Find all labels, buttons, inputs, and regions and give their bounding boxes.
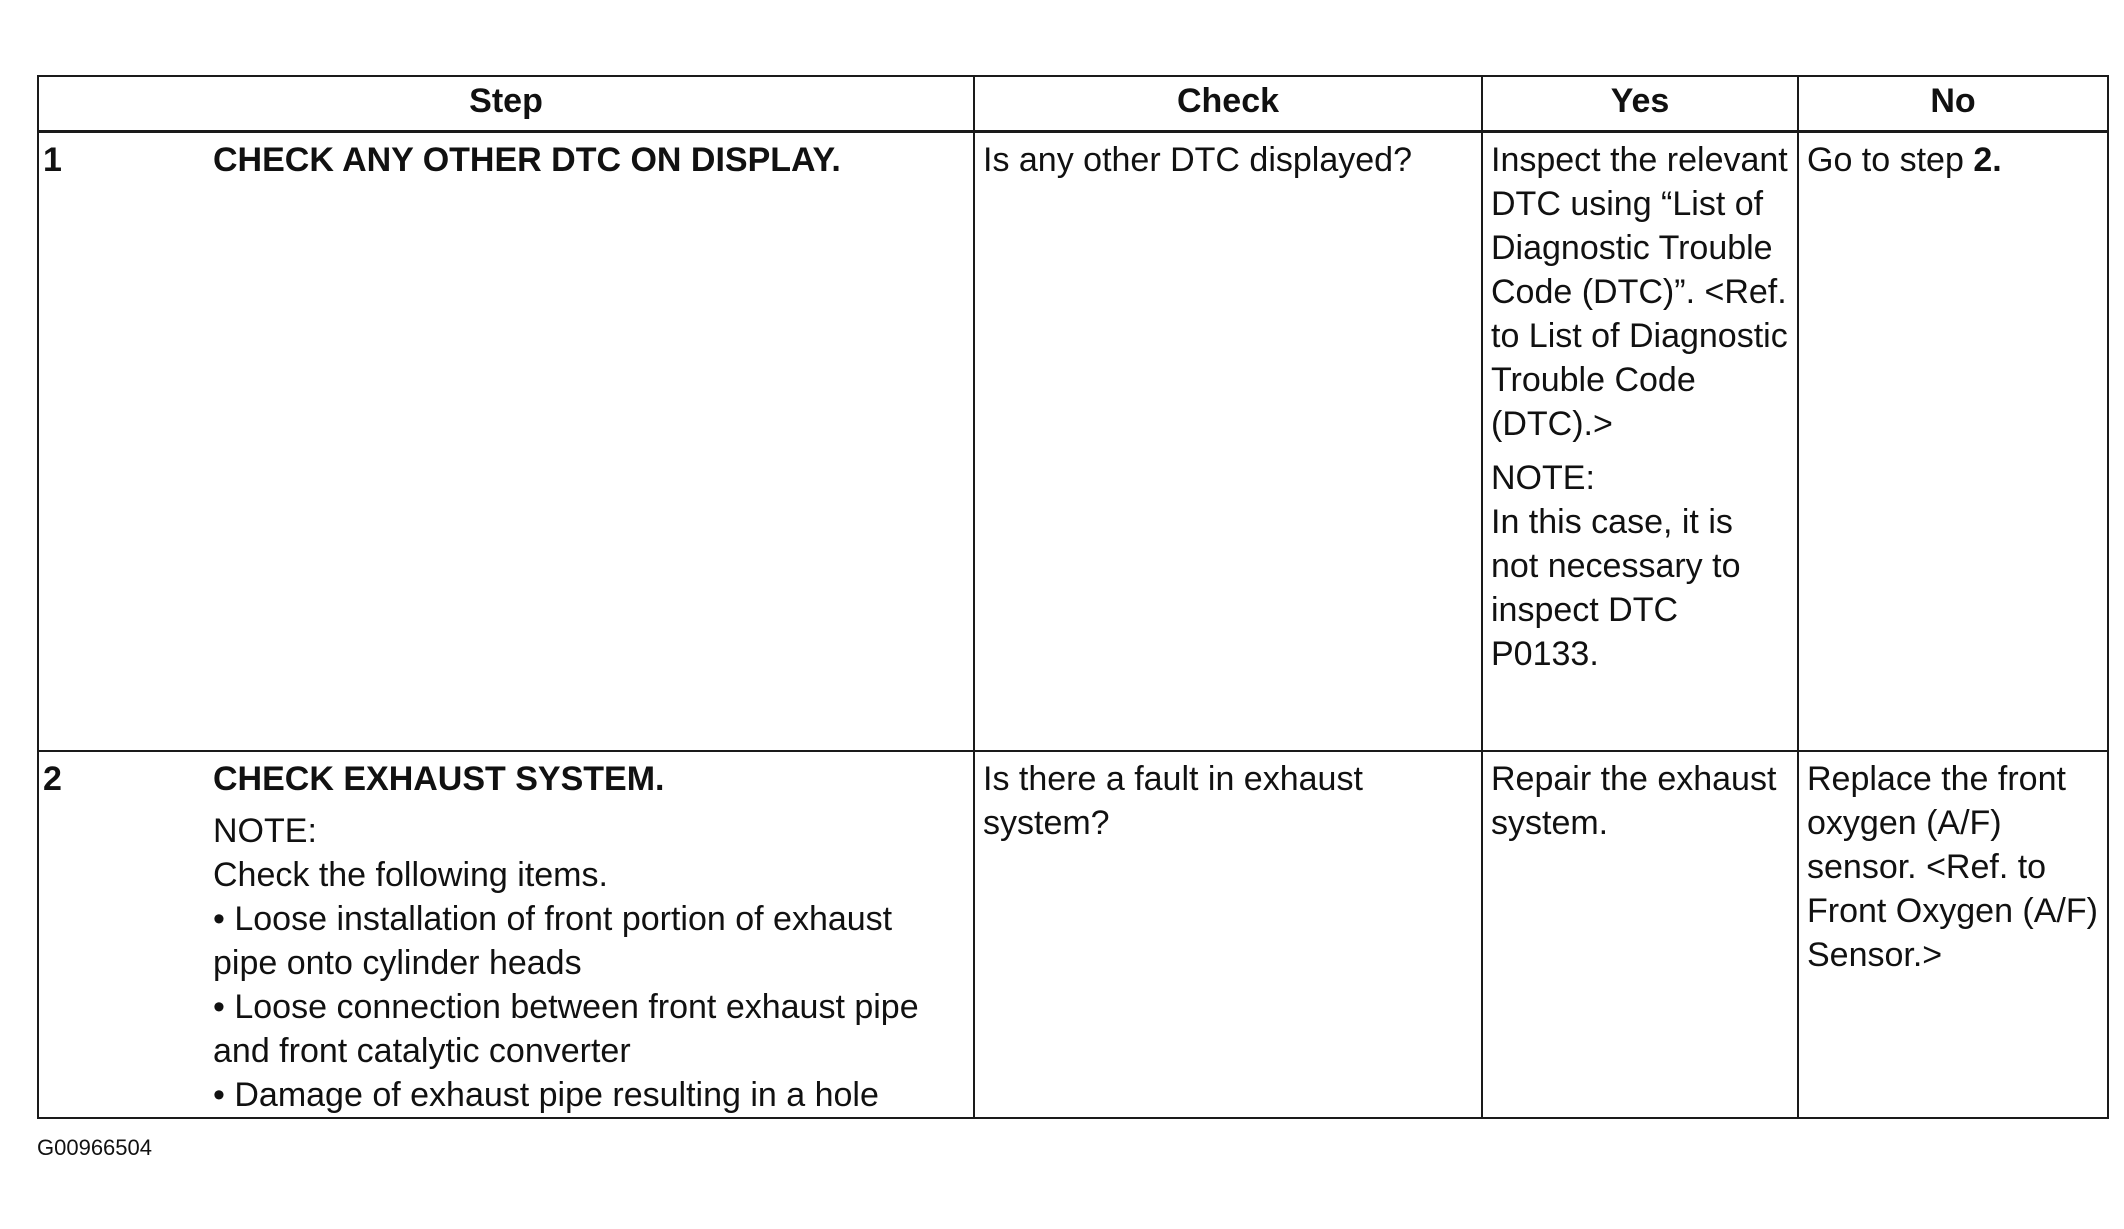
yes-cell <box>1482 751 1798 1118</box>
step-cell <box>38 751 974 1118</box>
no-prefix: Go to step <box>1807 141 1974 179</box>
yes-text: Inspect the relevant DTC using “List of Diagnostic Trouble Code (DTC)”. <Ref. to List of Diagnostic Trouble Code (DTC).> <box>1491 141 1788 443</box>
table-row <box>38 751 2108 1118</box>
step-number: 1 <box>43 141 62 179</box>
note-text: Check the following items. <box>213 855 608 894</box>
check-text: Is there a fault in exhaust system? <box>983 759 1363 842</box>
step-title: CHECK EXHAUST SYSTEM. <box>213 759 665 798</box>
step-cell <box>38 132 974 751</box>
list-item: • Loose installation of front portion of exhaust pipe onto cylinder heads <box>213 897 965 985</box>
yes-cell <box>1482 132 1798 751</box>
diagnostic-table <box>37 75 2109 1119</box>
yes-text: Repair the exhaust system. <box>1491 759 1777 842</box>
check-text: Is any other DTC displayed? <box>983 141 1412 179</box>
header-check: Check <box>974 76 1482 132</box>
table-row <box>38 132 2108 751</box>
note-items <box>213 897 965 1117</box>
table-header-row <box>38 76 2108 132</box>
check-cell <box>974 132 1482 751</box>
note-label: NOTE: <box>213 811 317 850</box>
no-text <box>1807 133 2099 182</box>
no-step-ref: 2. <box>1973 141 2002 179</box>
list-item: • Loose connection between front exhaust pipe and front catalytic converter <box>213 985 965 1073</box>
no-text: Replace the front oxygen (A/F) sensor. <Ref. to Front Oxygen (A/F) Sensor.> <box>1807 759 2098 974</box>
header-yes: Yes <box>1482 76 1798 132</box>
header-step: Step <box>38 76 974 132</box>
yes-note-label: NOTE: <box>1491 459 1595 497</box>
header-no: No <box>1798 76 2108 132</box>
yes-note-text: In this case, it is not necessary to inspect DTC P0133. <box>1491 503 1741 673</box>
step-title: CHECK ANY OTHER DTC ON DISPLAY. <box>213 141 841 179</box>
no-cell <box>1798 751 2108 1118</box>
step-number: 2 <box>43 759 62 798</box>
no-cell <box>1798 132 2108 751</box>
figure-id: G00966504 <box>37 1135 152 1160</box>
list-item: • Damage of exhaust pipe resulting in a hole <box>213 1073 965 1117</box>
check-cell <box>974 751 1482 1118</box>
